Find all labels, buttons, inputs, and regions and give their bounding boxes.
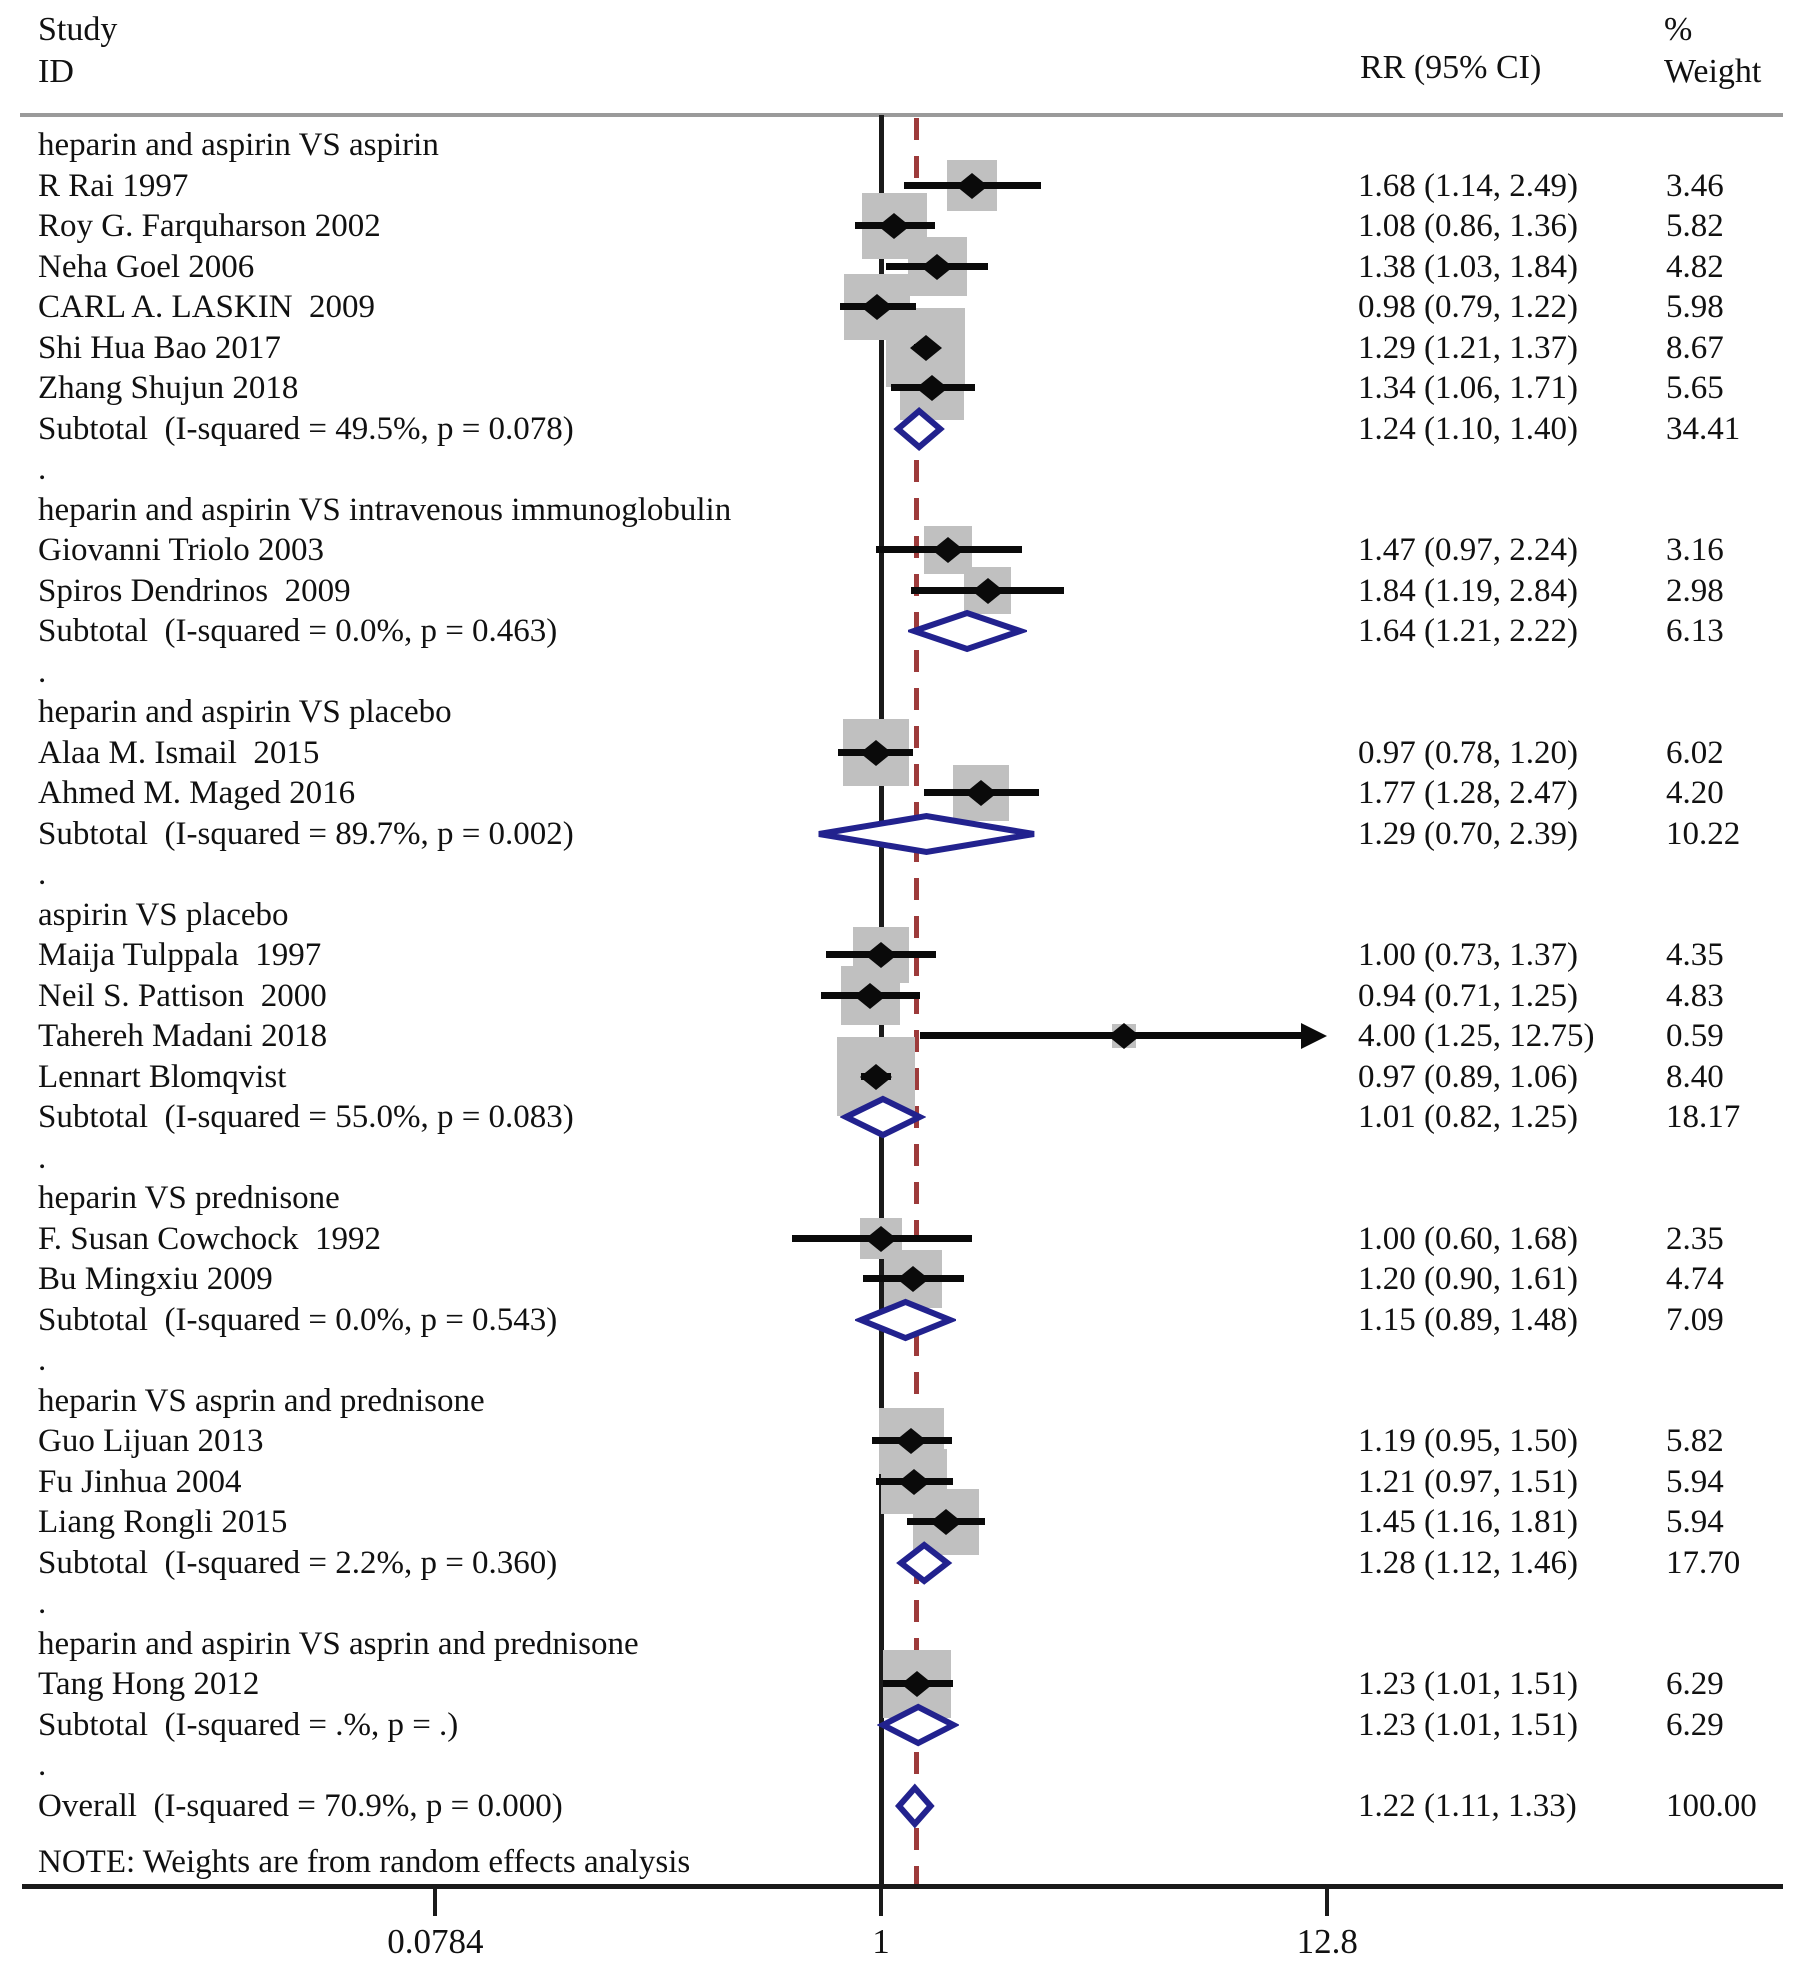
rr-column-header: RR (95% CI) xyxy=(1360,49,1542,86)
study-label: Neha Goel 2006 xyxy=(38,248,255,285)
study-label: Zhang Shujun 2018 xyxy=(38,370,299,406)
point-marker xyxy=(865,942,897,968)
subtotal-label: Subtotal (I-squared = 55.0%, p = 0.083) xyxy=(38,1099,574,1135)
x-axis-tick-label: 0.0784 xyxy=(387,1922,484,1961)
subtotal-weight-value: 17.70 xyxy=(1666,1544,1741,1581)
study-label: Guo Lijuan 2013 xyxy=(38,1423,264,1459)
study-rr-value: 0.97 (0.89, 1.06) xyxy=(1358,1058,1578,1095)
point-marker xyxy=(916,375,948,401)
study-label: F. Susan Cowchock 1992 xyxy=(38,1220,381,1257)
study-weight-value: 3.46 xyxy=(1666,167,1724,204)
study-rr-value: 1.19 (0.95, 1.50) xyxy=(1358,1423,1578,1459)
point-marker xyxy=(897,1266,929,1292)
group-heading: heparin and aspirin VS placebo xyxy=(38,694,452,730)
group-heading: heparin and aspirin VS intravenous immunoglobulin xyxy=(38,491,732,528)
subtotal-diamond xyxy=(877,1701,959,1749)
point-marker xyxy=(921,254,953,280)
dot-separator: . xyxy=(38,451,47,487)
subtotal-weight-value: 6.13 xyxy=(1666,613,1724,649)
group-heading: heparin and aspirin VS asprin and prednisone xyxy=(38,1625,639,1662)
study-rr-value: 4.00 (1.25, 12.75) xyxy=(1358,1018,1595,1054)
point-marker xyxy=(910,335,942,361)
random-effects-note: NOTE: Weights are from random effects analysis xyxy=(38,1844,691,1880)
subtotal-label: Subtotal (I-squared = 89.7%, p = 0.002) xyxy=(38,815,574,852)
overall-rr-value: 1.22 (1.11, 1.33) xyxy=(1358,1787,1577,1824)
x-axis-tickmark xyxy=(433,1889,437,1916)
study-label: Alaa M. Ismail 2015 xyxy=(38,734,320,771)
study-label: Spiros Dendrinos 2009 xyxy=(38,572,351,609)
study-label: R Rai 1997 xyxy=(38,167,189,204)
subtotal-weight-value: 10.22 xyxy=(1666,815,1741,852)
point-marker xyxy=(878,213,910,239)
study-rr-value: 1.08 (0.86, 1.36) xyxy=(1358,208,1578,244)
study-weight-value: 5.98 xyxy=(1666,289,1724,325)
study-rr-value: 1.45 (1.16, 1.81) xyxy=(1358,1504,1578,1540)
group-heading: aspirin VS placebo xyxy=(38,896,289,933)
point-marker xyxy=(901,1671,933,1697)
study-label: Liang Rongli 2015 xyxy=(38,1504,288,1540)
study-label: Ahmed M. Maged 2016 xyxy=(38,775,356,811)
point-marker xyxy=(865,1226,897,1252)
study-label: Roy G. Farquharson 2002 xyxy=(38,208,381,244)
overall-diamond xyxy=(893,1782,937,1830)
point-marker xyxy=(895,1428,927,1454)
subtotal-rr-value: 1.23 (1.01, 1.51) xyxy=(1358,1706,1578,1743)
point-marker xyxy=(956,173,988,199)
study-weight-value: 2.35 xyxy=(1666,1220,1724,1257)
study-weight-value: 3.16 xyxy=(1666,532,1724,568)
subtotal-label: Subtotal (I-squared = 0.0%, p = 0.543) xyxy=(38,1301,558,1338)
study-weight-value: 8.40 xyxy=(1666,1058,1724,1095)
subtotal-label: Subtotal (I-squared = 0.0%, p = 0.463) xyxy=(38,613,558,649)
point-marker xyxy=(854,983,886,1009)
subtotal-weight-value: 18.17 xyxy=(1666,1099,1741,1135)
subtotal-rr-value: 1.29 (0.70, 2.39) xyxy=(1358,815,1578,852)
point-marker xyxy=(861,294,893,320)
study-rr-value: 1.23 (1.01, 1.51) xyxy=(1358,1666,1578,1702)
x-axis-line xyxy=(22,1884,1783,1889)
study-rr-value: 1.84 (1.19, 2.84) xyxy=(1358,572,1578,609)
subtotal-rr-value: 1.24 (1.10, 1.40) xyxy=(1358,410,1578,447)
weight-column-header-line1: % xyxy=(1664,11,1693,48)
study-weight-value: 8.67 xyxy=(1666,329,1724,366)
study-rr-value: 0.94 (0.71, 1.25) xyxy=(1358,977,1578,1014)
study-weight-value: 0.59 xyxy=(1666,1018,1724,1054)
study-rr-value: 1.00 (0.60, 1.68) xyxy=(1358,1220,1578,1257)
study-rr-value: 0.98 (0.79, 1.22) xyxy=(1358,289,1578,325)
group-heading: heparin VS asprin and prednisone xyxy=(38,1382,485,1419)
subtotal-rr-value: 1.28 (1.12, 1.46) xyxy=(1358,1544,1578,1581)
study-label: Shi Hua Bao 2017 xyxy=(38,329,281,366)
study-rr-value: 1.68 (1.14, 2.49) xyxy=(1358,167,1578,204)
subtotal-label: Subtotal (I-squared = 2.2%, p = 0.360) xyxy=(38,1544,558,1581)
subtotal-rr-value: 1.64 (1.21, 2.22) xyxy=(1358,613,1578,649)
study-label: Tang Hong 2012 xyxy=(38,1666,260,1702)
study-label: Maija Tulppala 1997 xyxy=(38,937,322,973)
study-weight-value: 6.02 xyxy=(1666,734,1724,771)
study-label: Bu Mingxiu 2009 xyxy=(38,1261,273,1297)
overall-label: Overall (I-squared = 70.9%, p = 0.000) xyxy=(38,1787,563,1824)
study-weight-value: 5.65 xyxy=(1666,370,1724,406)
point-marker xyxy=(972,578,1004,604)
group-heading: heparin VS prednisone xyxy=(38,1180,340,1216)
x-axis-tickmark xyxy=(1325,1889,1329,1916)
point-marker xyxy=(860,1064,892,1090)
subtotal-diamond xyxy=(840,1093,926,1141)
study-weight-value: 5.94 xyxy=(1666,1463,1724,1500)
study-weight-value: 6.29 xyxy=(1666,1666,1724,1702)
study-weight-value: 4.35 xyxy=(1666,937,1724,973)
dot-separator: . xyxy=(38,653,47,690)
subtotal-diamond xyxy=(813,810,1040,858)
dot-separator: . xyxy=(38,1139,47,1176)
point-marker xyxy=(965,780,997,806)
weight-column-header-line2: Weight xyxy=(1664,53,1762,90)
study-rr-value: 0.97 (0.78, 1.20) xyxy=(1358,734,1578,771)
study-weight-value: 2.98 xyxy=(1666,572,1724,609)
study-label: CARL A. LASKIN 2009 xyxy=(38,289,376,325)
subtotal-label: Subtotal (I-squared = 49.5%, p = 0.078) xyxy=(38,410,574,447)
x-axis-tick-label: 1 xyxy=(872,1922,890,1961)
subtotal-label: Subtotal (I-squared = .%, p = .) xyxy=(38,1706,459,1743)
study-label: Fu Jinhua 2004 xyxy=(38,1463,242,1500)
study-weight-value: 5.82 xyxy=(1666,1423,1724,1459)
dot-separator: . xyxy=(38,1342,47,1378)
study-column-header-line2: ID xyxy=(38,53,74,90)
study-rr-value: 1.21 (0.97, 1.51) xyxy=(1358,1463,1578,1500)
study-weight-value: 4.83 xyxy=(1666,977,1724,1014)
point-marker xyxy=(898,1469,930,1495)
ci-arrowhead xyxy=(1301,1023,1327,1049)
x-axis-tick-label: 12.8 xyxy=(1296,1922,1358,1961)
subtotal-weight-value: 34.41 xyxy=(1666,410,1741,447)
dot-separator: . xyxy=(38,856,47,892)
point-marker xyxy=(932,537,964,563)
subtotal-diamond xyxy=(895,1539,953,1587)
study-rr-value: 1.29 (1.21, 1.37) xyxy=(1358,329,1578,366)
subtotal-rr-value: 1.15 (0.89, 1.48) xyxy=(1358,1301,1578,1338)
subtotal-weight-value: 7.09 xyxy=(1666,1301,1724,1338)
study-weight-value: 4.82 xyxy=(1666,248,1724,285)
subtotal-diamond xyxy=(855,1296,956,1344)
study-weight-value: 4.20 xyxy=(1666,775,1724,811)
subtotal-weight-value: 6.29 xyxy=(1666,1706,1724,1743)
group-heading: heparin and aspirin VS aspirin xyxy=(38,127,439,163)
header-separator-line xyxy=(20,113,1783,117)
study-column-header-line1: Study xyxy=(38,11,118,48)
dot-separator: . xyxy=(38,1747,47,1783)
study-label: Lennart Blomqvist xyxy=(38,1058,287,1095)
subtotal-diamond xyxy=(908,607,1026,655)
study-weight-value: 5.94 xyxy=(1666,1504,1724,1540)
study-rr-value: 1.34 (1.06, 1.71) xyxy=(1358,370,1578,406)
study-weight-value: 4.74 xyxy=(1666,1261,1724,1297)
study-weight-value: 5.82 xyxy=(1666,208,1724,244)
overall-weight-value: 100.00 xyxy=(1666,1787,1757,1824)
x-axis-tickmark xyxy=(879,1889,883,1916)
point-marker xyxy=(930,1509,962,1535)
subtotal-rr-value: 1.01 (0.82, 1.25) xyxy=(1358,1099,1578,1135)
study-rr-value: 1.00 (0.73, 1.37) xyxy=(1358,937,1578,973)
point-marker xyxy=(860,740,892,766)
point-marker xyxy=(1108,1023,1140,1049)
study-label: Giovanni Triolo 2003 xyxy=(38,532,325,568)
subtotal-diamond xyxy=(892,405,946,453)
study-rr-value: 1.20 (0.90, 1.61) xyxy=(1358,1261,1578,1297)
study-rr-value: 1.38 (1.03, 1.84) xyxy=(1358,248,1578,285)
study-label: Neil S. Pattison 2000 xyxy=(38,977,327,1014)
study-rr-value: 1.47 (0.97, 2.24) xyxy=(1358,532,1578,568)
study-label: Tahereh Madani 2018 xyxy=(38,1018,328,1054)
dot-separator: . xyxy=(38,1585,47,1621)
study-rr-value: 1.77 (1.28, 2.47) xyxy=(1358,775,1578,811)
